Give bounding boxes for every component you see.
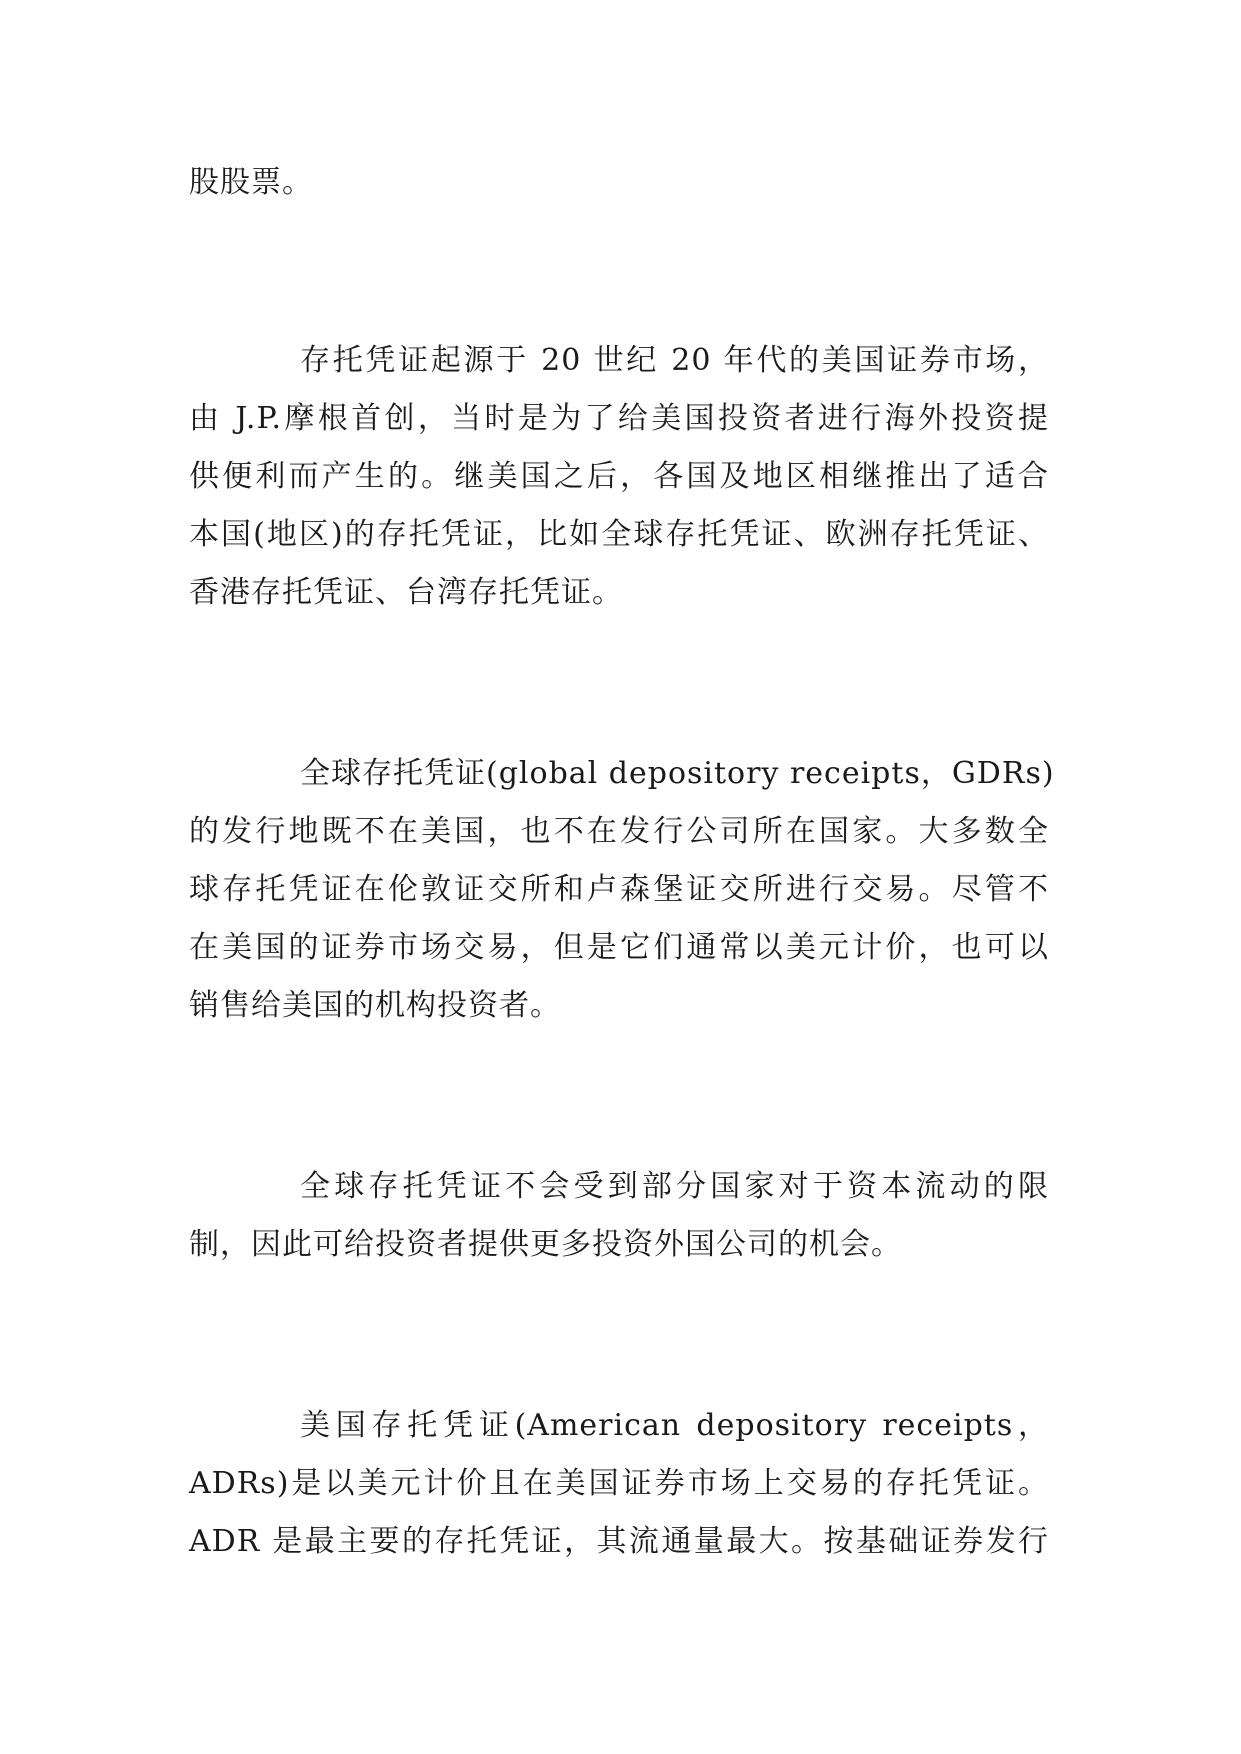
text-line: 在美国的证券市场交易，但是它们通常以美元计价，也可以	[189, 930, 1049, 965]
text-line: 存托凭证起源于 20 世纪 20 年代的美国证券市场，	[300, 343, 1049, 378]
text-line: 香港存托凭证、台湾存托凭证。	[189, 575, 623, 610]
text-line: ADR 是最主要的存托凭证，其流通量最大。按基础证券发行	[189, 1524, 1049, 1559]
text-line: 销售给美国的机构投资者。	[189, 988, 561, 1023]
text-line: 制，因此可给投资者提供更多投资外国公司的机会。	[189, 1227, 902, 1262]
text-line: ADRs)是以美元计价且在美国证券市场上交易的存托凭证。	[189, 1466, 1049, 1501]
text-line: 全球存托凭证不会受到部分国家对于资本流动的限	[300, 1169, 1049, 1204]
text-line: 由 J.P.摩根首创，当时是为了给美国投资者进行海外投资提	[189, 401, 1049, 436]
text-line: 供便利而产生的。继美国之后，各国及地区相继推出了适合	[189, 459, 1049, 494]
text-line: 美国存托凭证(American depository receipts，	[300, 1408, 1049, 1443]
text-line: 全球存托凭证(global depository receipts，GDRs)	[300, 756, 1055, 791]
text-line: 的发行地既不在美国，也不在发行公司所在国家。大多数全	[189, 814, 1049, 849]
text-line: 股股票。	[189, 165, 313, 200]
text-line: 本国(地区)的存托凭证，比如全球存托凭证、欧洲存托凭证、	[189, 517, 1049, 552]
text-line: 球存托凭证在伦敦证交所和卢森堡证交所进行交易。尽管不	[189, 872, 1049, 907]
